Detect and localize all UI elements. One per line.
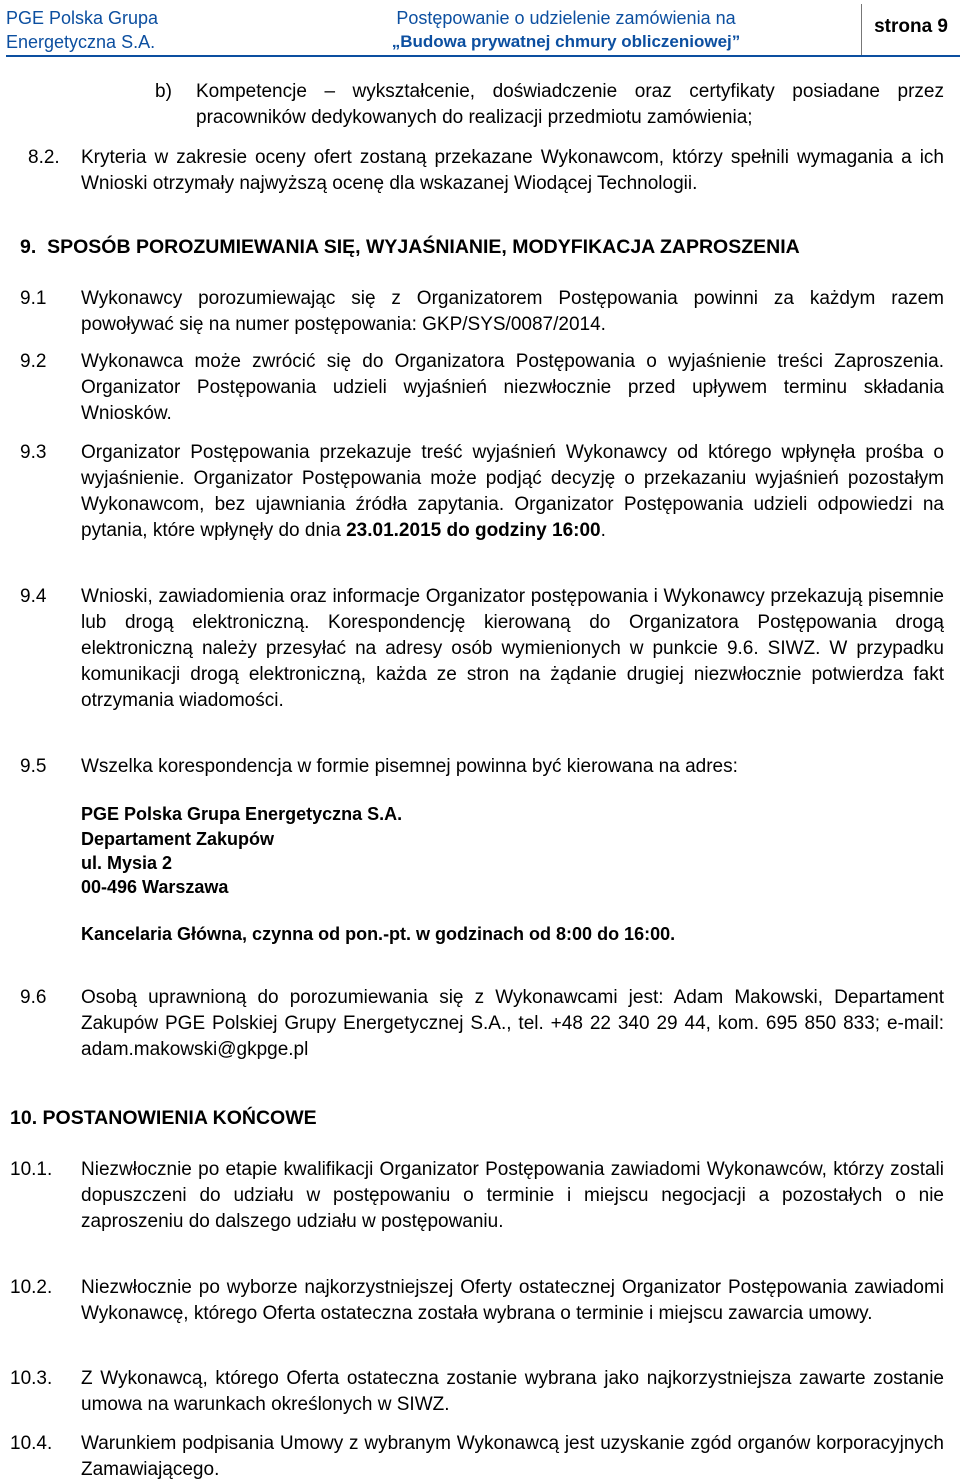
page-header — [6, 4, 960, 56]
header-title-line1: Postępowanie o udzielenie zamówienia na — [396, 8, 736, 28]
header-title-line2: „Budowa prywatnej chmury obliczeniowej” — [391, 32, 741, 51]
para-8-2-text: Kryteria w zakresie oceny ofert zostaną przekazane Wykonawcom, którzy spełnili wymagania a ich Wnioski otrzymały najwyższą ocenę dla wskazanej Wiodącej Technologii. — [81, 147, 944, 194]
header-divider — [861, 4, 862, 55]
para-9-3-text — [81, 440, 944, 544]
item-b-label: b) — [155, 81, 172, 102]
address-line-city: 00-496 Warszawa — [81, 877, 229, 897]
para-10-1-number: 10.1. — [10, 1159, 53, 1180]
para-9-6-text: Osobą uprawnioną do porozumiewania się z Wykonawcami jest: Adam Makowski, Departament Zakupów PGE Polskiej Grupy Energetycznej S.A., tel. +48 22 340 29 44, kom. 695 850 833; e-mail: adam.makowski@gkpge.pl — [81, 987, 944, 1060]
address-line-department: Departament Zakupów — [81, 829, 275, 849]
para-8-2-number: 8.2. — [28, 147, 60, 168]
para-9-1-text: Wykonawcy porozumiewając się z Organizatorem Postępowania powinni za każdym razem powoływać się na numer postępowania: GKP/SYS/0087/2014. — [81, 288, 944, 335]
para-9-5-text: Wszelka korespondencja w formie pisemnej powinna być kierowana na adres: — [81, 756, 738, 777]
para-10-3-text: Z Wykonawcą, którego Oferta ostateczna zostanie wybrana jako najkorzystniejsza zawarte zostanie umowa na warunkach określonych w SIWZ. — [81, 1368, 944, 1415]
para-9-4-number: 9.4 — [20, 586, 47, 607]
para-9-5-number: 9.5 — [20, 756, 47, 777]
para-9-1-number: 9.1 — [20, 288, 47, 309]
address-line-company: PGE Polska Grupa Energetyczna S.A. — [81, 804, 403, 824]
para-9-3-body: Organizator Postępowania przekazuje treść wyjaśnień Wykonawcy od którego wpłynęła prośba o wyjaśnienie. Organizator Postępowania może podjąć decyzję o przekazaniu wyjaśnień pozostałym Wykonawcom, bez ujawniania źródła zapytania. Organizator Postępowania udzieli odpowiedzi na pytania, które wpłynęły do dnia — [81, 442, 944, 541]
item-b-text: Kompetencje – wykształcenie, doświadczenie oraz certyfikaty posiadane przez pracowników dedykowanych do realizacji przedmiotu zamówienia; — [196, 81, 944, 128]
para-10-2-number: 10.2. — [10, 1277, 53, 1298]
section-10-heading: 10. POSTANOWIENIA KOŃCOWE — [10, 1107, 317, 1129]
para-10-2-text: Niezwłocznie po wyborze najkorzystniejszej Oferty ostatecznej Organizator Postępowania zawiadomi Wykonawcę, którego Oferta ostateczna została wybrana o terminie i miejscu zawarcia umowy. — [81, 1277, 944, 1324]
para-9-6-number: 9.6 — [20, 987, 47, 1008]
para-9-2-number: 9.2 — [20, 351, 47, 372]
page-number: strona 9 — [874, 16, 948, 37]
office-hours: Kancelaria Główna, czynna od pon.-pt. w godzinach od 8:00 do 16:00. — [81, 924, 676, 944]
para-9-2-text: Wykonawca może zwrócić się do Organizatora Postępowania o wyjaśnienie treści Zaproszenia. Organizator Postępowania udzieli wyjaśnień niezwłocznie przed upływem terminu składania Wniosków. — [81, 351, 944, 424]
header-company — [6, 6, 196, 54]
header-company-line1: PGE Polska Grupa — [6, 8, 159, 28]
header-rule — [6, 55, 960, 57]
para-9-4-text: Wnioski, zawiadomienia oraz informacje Organizator postępowania i Wykonawcy przekazują pisemnie lub drogą elektroniczną. Korespondencję kierowaną do Organizatora Postępowania drogą elektroniczną należy przesyłać na adresy osób wymienionych w punkcie 9.6. SIWZ. W przypadku komunikacji drogą elektroniczną, każda ze stron na żądanie drugiej niezwłocznie potwierdza fakt otrzymania wiadomości. — [81, 586, 944, 711]
deadline-date: 23.01.2015 do godziny 16:00 — [346, 520, 601, 541]
para-10-4-text: Warunkiem podpisania Umowy z wybranym Wykonawcą jest uzyskanie zgód organów korporacyjnych Zamawiającego. — [81, 1433, 944, 1480]
para-10-4-number: 10.4. — [10, 1433, 53, 1454]
para-10-3-number: 10.3. — [10, 1368, 53, 1389]
para-9-3-number: 9.3 — [20, 442, 47, 463]
section-9-heading: 9. SPOSÓB POROZUMIEWANIA SIĘ, WYJAŚNIANIE, MODYFIKACJA ZAPROSZENIA — [20, 236, 800, 258]
header-company-line2: Energetyczna S.A. — [6, 32, 156, 52]
para-9-3-end: . — [600, 520, 606, 541]
address-line-street: ul. Mysia 2 — [81, 853, 173, 873]
header-title — [286, 6, 846, 54]
para-10-1-text: Niezwłocznie po etapie kwalifikacji Organizator Postępowania zawiadomi Wykonawców, którzy zostali dopuszczeni do udziału w postępowaniu o terminie i miejscu negocjacji a pozostałych o nie zaproszeniu do dalszego udziału w postępowaniu. — [81, 1159, 944, 1232]
